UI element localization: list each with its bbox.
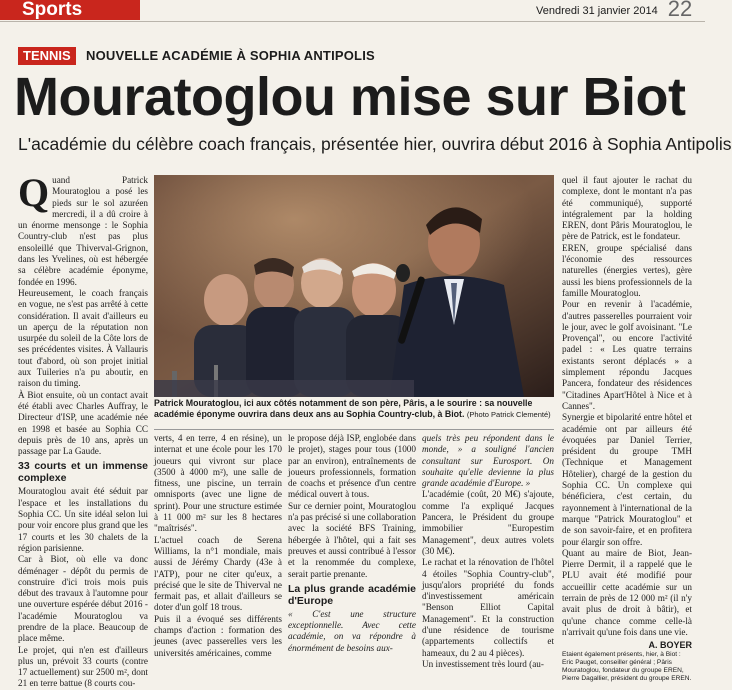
photo-credit: (Photo Patrick Clementé) <box>466 410 551 419</box>
page-number: 22 <box>667 0 693 21</box>
paragraph: Quant au maire de Biot, Jean-Pierre Dermit, il a rappelé que le PLU avait été modifié pour accueillir cette académie sur un terrain de près de 12 000 m² (il n'y avait plus de droit à bâtir), et qu'une chance comme celle-là n'arrivait qu'une fois dans une vie. <box>562 547 692 637</box>
paragraph: Synergie et bipolarité entre hôtel et académie ont par ailleurs été évoquées par Daniel Terrier, président du groupe TMH (Technique et Management Hôtelier), chargé de la gestion du Sophia CC. Un complexe qui bénéficiera, c'est certain, du rayonnement à l'international de la marque "Patrick Mouratoglou" et de son savoir-faire, et en profitera pour élargir son offre. <box>562 412 692 547</box>
paragraph: Le rachat et la rénovation de l'hôtel 4 étoiles "Sophia Country-club", jusqu'alors propriété du fonds d'investissement américain "Benson Elliot Capital Management". Et la construction d'une résidence de tourisme (appartements collectifs et hameaux, du 2 au 4 pièces). <box>422 557 554 658</box>
deck: L'académie du célèbre coach français, présentée hier, ouvrira début 2016 à Sophia Antipolis <box>18 134 732 154</box>
subheading: 33 courts et un immense complexe <box>18 460 148 485</box>
article-column-4 <box>422 433 554 669</box>
page-header <box>0 0 705 22</box>
press-photo <box>154 175 554 397</box>
issue-date: Vendredi 31 janvier 2014 <box>536 5 658 17</box>
paragraph: Puis il a évoqué ses différents champs d'action : formation des jeunes (avec passerelles vers les universités américaines, comme <box>154 613 282 658</box>
article-column-5 <box>562 175 692 683</box>
article-column-3 <box>288 433 416 653</box>
caption-text: Patrick Mouratoglou, ici aux côtés notamment de son père, Pâris, a le sourire : sa nouvelle académie éponyme ouvrira dans deux ans au Sophia Country-club, à Biot. <box>154 398 533 419</box>
sport-tag: TENNIS <box>18 47 76 65</box>
subheading: La plus grande académie d'Europe <box>288 582 416 607</box>
quote-paragraph: « C'est une structure exceptionnelle. Avec cette académie, on va répondre à énormément de besoins aux- <box>288 608 416 653</box>
article-column-2 <box>154 433 282 658</box>
press-photo-illustration <box>154 175 554 397</box>
drop-cap: Q <box>18 170 50 215</box>
paragraph: le propose déjà ISP, englobée dans le projet), stages pour tous (1000 par an environ), entraînements de joueurs professionnels, formation de coachs et présence d'un centre médical ouvert à tous. <box>288 433 416 500</box>
paragraph: Car à Biot, où elle va donc déménager - dépôt du permis de construire d'ici trois mois puis début des travaux à l'automne pour une ouverture espérée début 2016 - l'académie Mouratoglou va prendre de la place. Beaucoup de place même. <box>18 554 148 644</box>
article-column-1 <box>18 170 148 689</box>
paragraph: quel il faut ajouter le rachat du complexe, dont le montant n'a pas été communiqué), supporté intégralement par la holding EREN, dont Pâris Mouratoglou, le père de Patrick, est le fondateur. <box>562 175 692 242</box>
paragraph: Sur ce dernier point, Mouratoglou n'a pas précisé si une collaboration avec la société BFS Training, hébergée à l'hôtel, qui a fait ses preuves et aussi contribué à l'essor et la renommée du complexe, serait partie prenante. <box>288 500 416 579</box>
paragraph: L'actuel coach de Serena Williams, la n°1 mondiale, mais aussi de Jérémy Chardy (43e à l'ATP), pour ne citer qu'eux, a précisé que le site de Thiverval ne fermait pas, et allait d'ailleurs se doter d'un golf 18 trous. <box>154 534 282 613</box>
paragraph: verts, 4 en terre, 4 en résine), un internat et une école pour les 170 joueurs qui vivront sur place (3500 à 4000 m²), une salle de fitness, une piscine, un terrain omnisports (avec une ligne de sprint). Pour une structure estimée à 11 000 m² sur les 8 hectares "maîtrisés". <box>154 433 282 534</box>
paragraph: L'académie (coût, 20 M€) s'ajoute, comme l'a expliqué Jacques Pancera, le Président du groupe immobilier "Europestim Management", deux autres volets (30 M€). <box>422 489 554 556</box>
paragraph: Le projet, qui n'en est d'ailleurs plus un, prévoit 33 courts (contre 17 actuellement) sur 2500 m², dont 21 en terre battue (8 courts cou- <box>18 644 148 689</box>
paragraph: EREN, groupe spécialisé dans l'économie des ressources naturelles (énergies vertes), gère aussi les biens professionnels de la famille Mouratoglou. <box>562 242 692 298</box>
paragraph: Mouratoglou avait été séduit par l'espace et les installations du Sophia CC. Un site idéal selon lui pour voir encore plus grand que les 17 courts et les 30 chalets de la région parisienne. <box>18 486 148 553</box>
paragraph: Heureusement, le coach français en vogue, ne s'est pas arrêté à cette considération. Il avait d'ailleurs eu un aperçu de la réputation non usurpée du soleil de la Côte lors de ses précédentes visites. À Vallauris tout d'abord, où son projet initial aux Tuileries n'a pu aboutir, en raison du timing. <box>18 287 148 389</box>
paragraph: Pour en revenir à l'académie, d'autres passerelles pourraient voir le jour, avec le golf avoisinant. "Le Provençal", ou encore l'activité padel : « Les quatre terrains existants seront déplacés » a simplement répondu Jacques Pancera, fondateur des résidences "Citadines Apart'Hôtel à Nice et à Cannes". <box>562 299 692 411</box>
paragraph: uand Patrick Mouratoglou a posé les pieds sur le sol azuréen mercredi, il a dû croire à un énorme mensonge : le Sophia Country-club n'est pas plus ensoleillé que Thiverval-Grignon, dans les Yvelines, où est hébergée sa célèbre académie éponyme, fondée en 1996. <box>18 175 148 287</box>
paragraph: À Biot ensuite, où un contact avait été établi avec Charles Auffray, le Directeur d'ISP, une académie née en 1998 et basée au Sophia CC depuis près de 10 ans, après un passage par La Gaude. <box>18 389 148 457</box>
photo-caption <box>154 398 554 430</box>
kicker: NOUVELLE ACADÉMIE À SOPHIA ANTIPOLIS <box>86 48 375 63</box>
author-signature: A. BOYER <box>648 640 692 651</box>
section-label: Sports <box>0 0 140 20</box>
quote-paragraph: quels très peu répondent dans le monde, » a souligné l'ancien consultant sur Eurosport. On souhaite qu'elle devienne la plus grande académie d'Europe. » <box>422 433 554 489</box>
paragraph: Un investissement très lourd (au- <box>422 658 544 669</box>
footnote: Etaient également présents, hier, à Biot : Eric Pauget, conseiller général ; Pâris Mouratoglou, fondateur du groupe EREN, Pierre Dagallier, président du groupe EREN. <box>562 651 692 683</box>
headline: Mouratoglou mise sur Biot <box>14 67 686 127</box>
